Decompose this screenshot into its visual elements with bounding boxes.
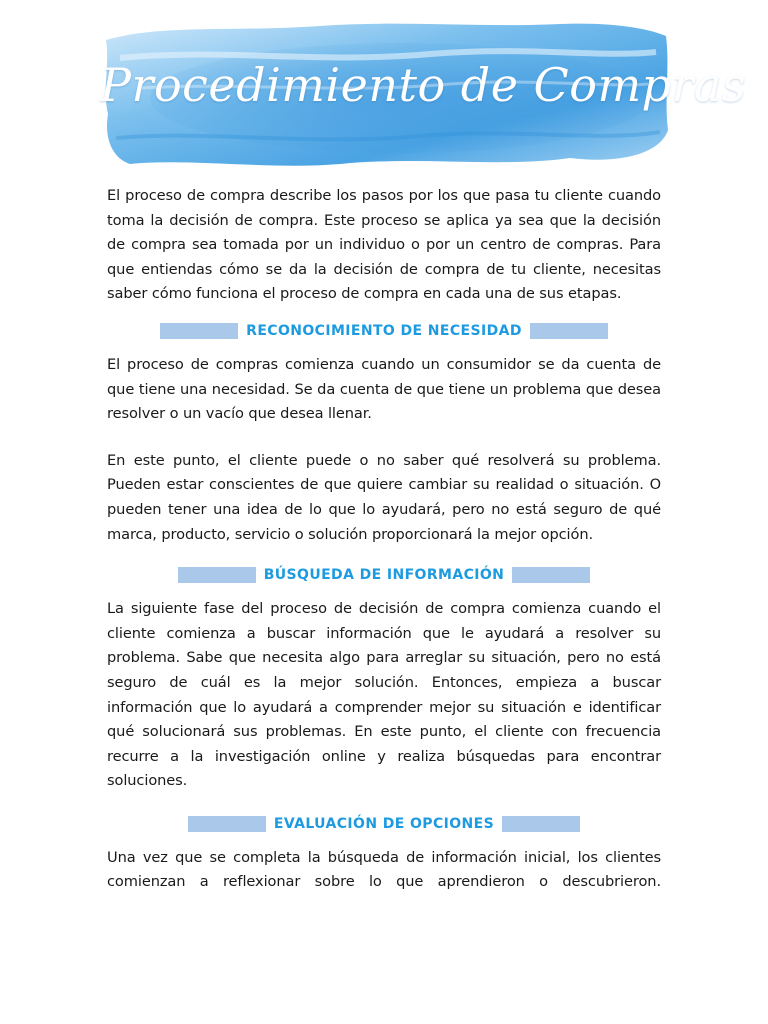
page-title: Procedimiento de Compras: [100, 58, 747, 112]
section-title: EVALUACIÓN DE OPCIONES: [273, 815, 495, 832]
document-body: [107, 184, 661, 895]
title-banner: [100, 18, 747, 170]
section-title: RECONOCIMIENTO DE NECESIDAD: [246, 322, 522, 339]
heading-bar-right: [530, 323, 608, 339]
section-paragraph: En este punto, el cliente puede o no saber qué resolverá su problema. Pueden estar conscientes de que quiere cambiar su realidad o situación. O pueden tener una idea de lo que lo ayudará, pero no está seguro de qué marca, producto, servicio o solución proporcionará la mejor opción.: [107, 451, 661, 543]
section-heading-busqueda: [107, 563, 661, 587]
heading-bar-left: [160, 323, 238, 339]
heading-bar-left: [178, 567, 256, 583]
section-paragraph: Una vez que se completa la búsqueda de información inicial, los clientes comienzan a reflexionar sobre lo que aprendieron o descubrieron.: [107, 848, 661, 891]
section-heading-reconocimiento: [107, 319, 661, 343]
heading-bar-right: [512, 567, 590, 583]
heading-bar-left: [188, 816, 266, 832]
intro-paragraph: El proceso de compra describe los pasos por los que pasa tu cliente cuando toma la decisión de compra. Este proceso se aplica ya sea que la decisión de compra sea tomada por un individuo o por un centro de compras. Para que entiendas cómo se da la decisión de compra de tu cliente, necesitas saber cómo funciona el proceso de compra en cada una de sus etapas.: [107, 187, 661, 303]
heading-bar-right: [502, 816, 580, 832]
section-title: BÚSQUEDA DE INFORMACIÓN: [263, 567, 505, 584]
section-heading-evaluacion: [107, 812, 661, 836]
section-paragraph: El proceso de compras comienza cuando un consumidor se da cuenta de que tiene una necesidad. Se da cuenta de que tiene un problema que desea resolver o un vacío que desea llenar.: [107, 355, 661, 423]
section-paragraph: La siguiente fase del proceso de decisión de compra comienza cuando el cliente comienza a buscar información que le ayudará a resolver su problema. Sabe que necesita algo para arreglar su situación, pero no está seguro de cuál es la mejor solución. Entonces, empieza a buscar información que lo ayudará a comprender mejor su situación e identificar qué solucionará sus problemas. En este punto, el cliente con frecuencia recurre a la investigación online y realiza búsquedas para encontrar soluciones.: [107, 600, 661, 790]
paragraph-gap: [107, 427, 661, 449]
